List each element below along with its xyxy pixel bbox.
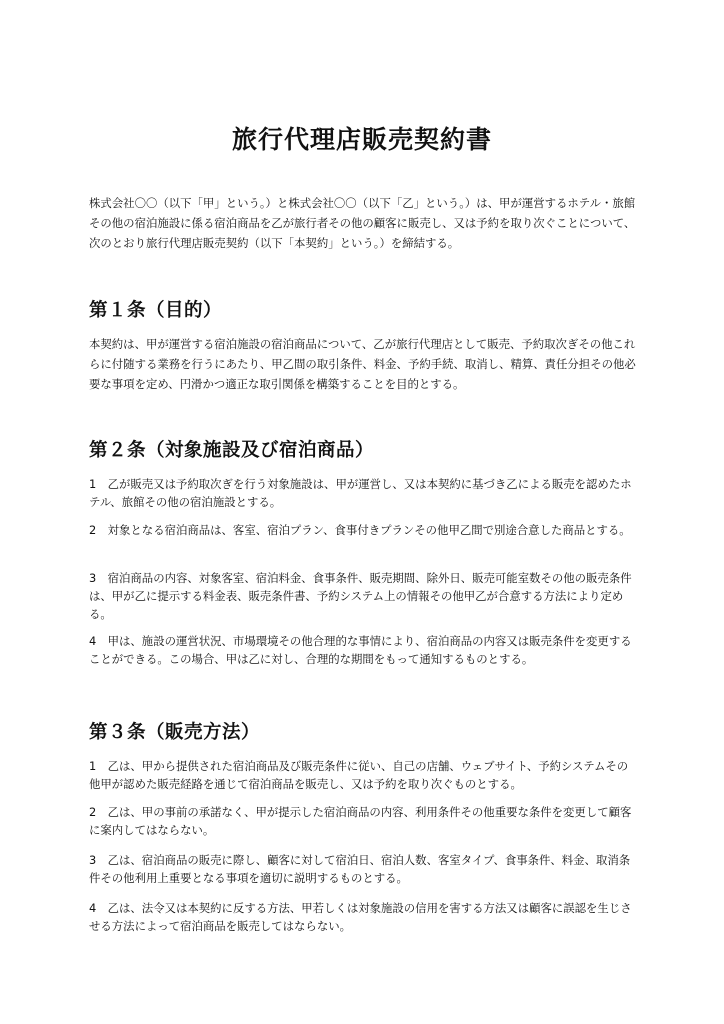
article-3-heading: 第３条（販売方法）: [89, 722, 261, 743]
article-3-clause-3: 3 乙は、宿泊商品の販売に際し、顧客に対して宿泊日、宿泊人数、客室タイプ、食事条件、料金、取消条件その他利用上重要となる事項を適切に説明するものとする。: [89, 853, 631, 885]
article-3-clause-2: 2 乙は、甲の事前の承諾なく、甲が提示した宿泊商品の内容、利用条件その他重要な条件を変更して顧客に案内してはならない。: [89, 805, 632, 837]
document-title: 旅行代理店販売契約書: [231, 125, 492, 154]
article-1-heading: 第１条（目的）: [89, 300, 223, 321]
article-2-clause-4: 4 甲は、施設の運営状況、市場環境その他合理的な事情により、宿泊商品の内容又は販売条件を変更することができる。この場合、甲は乙に対し、合理的な期間をもって通知するものとする。: [89, 634, 632, 666]
article-3-clause-4: 4 乙は、法令又は本契約に反する方法、甲若しくは対象施設の信用を害する方法又は顧客に誤認を生じさせる方法によって宿泊商品を販売してはならない。: [89, 901, 632, 933]
article-1-paragraph: 本契約は、甲が運営する宿泊施設の宿泊商品について、乙が旅行代理店として販売、予約取次ぎその他これらに付随する業務を行うにあたり、甲乙間の取引条件、料金、予約手続、取消し、精算、責任分担その他必要な事項を定め、円滑かつ適正な取引関係を構築することを目的とする。: [89, 337, 636, 391]
preamble-paragraph: 株式会社〇〇（以下「甲」という。）と株式会社〇〇（以下「乙」という。）は、甲が運営するホテル・旅館その他の宿泊施設に係る宿泊商品を乙が旅行者その他の顧客に販売し、又は予約を取り次ぐことについて、次のとおり旅行代理店販売契約（以下「本契約」という。）を締結する。: [89, 196, 636, 250]
article-3-clause-1: 1 乙は、甲から提供された宿泊商品及び販売条件に従い、自己の店舗、ウェブサイト、予約システムその他甲が認めた販売経路を通じて宿泊商品を販売し、又は予約を取り次ぐものとする。: [89, 759, 629, 791]
article-2-clause-3: 3 宿泊商品の内容、対象客室、宿泊料金、食事条件、販売期間、除外日、販売可能室数その他の販売条件は、甲が乙に提示する料金表、販売条件書、予約システム上の情報その他甲乙が合意する方法により定める。: [89, 571, 632, 621]
article-2-heading: 第２条（対象施設及び宿泊商品）: [89, 440, 375, 461]
article-2-clause-1: 1 乙が販売又は予約取次ぎを行う対象施設は、甲が運営し、又は本契約に基づき乙による販売を認めたホテル、旅館その他の宿泊施設とする。: [89, 477, 632, 509]
article-2-clause-2: 2 対象となる宿泊商品は、客室、宿泊プラン、食事付きプランその他甲乙間で別途合意した商品とする。: [89, 523, 631, 537]
